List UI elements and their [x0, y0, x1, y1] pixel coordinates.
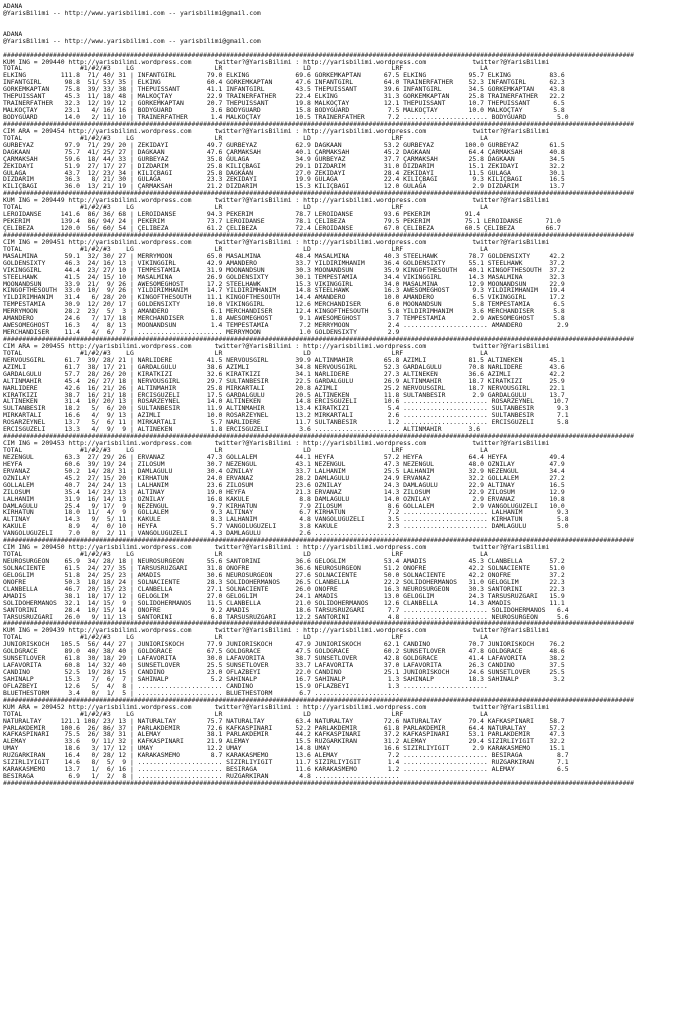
race-row: MIRKARTALI 16.6 4/ 9/ 13 | AZIMLI 10.0 ROSARZEYNEL 13.2 MIRKARTALI 2.6 ...................... SULTANBESIR 7.1: [3, 412, 569, 420]
race-row: STEELHAWK 41.5 24/ 15/ 10 | MASALMINA 26.9 GOLDENSIXTY 30.1 TEMPESTAMIA 34.4 VIKINGGIRL 14.3 MASALMINA 32.3: [3, 273, 565, 281]
column-header: TOTAL #1/#2/#3 LG LR LD LRF LA: [3, 349, 488, 357]
race-row: ERVANAZ 50.2 14/ 28/ 31 | DAMLAGÜLÜ 30.4 ÖZNILAY 33.7 LALHANIM 25.5 LALHANIM 32.9 NEZENGÜL 34.4: [3, 467, 565, 475]
race-row: ALTINMAHIR 45.4 26/ 27/ 18 | NERVOUSGIRL 29.7 SULTANBESIR 22.5 GARDALGÜLÜ 26.9 ALTINMAHIR 18.7 KIRATKIZI 25.9: [3, 377, 565, 385]
race-header: KUM ING = 209440 http://yarisbilimi.wordpress.com twitter?@YarisBilimi : http://yarisbilimi.wordpress.com twitter?@YarisBilimi: [3, 58, 550, 66]
race-row: SAHINALP 15.3 7/ 6/ 7 | SAHINALP 5.2 SAHINALP 16.7 SAHINALP 1.3 SAHINALP 18.3 SAHINALP 3.2: [3, 675, 565, 683]
race-row: PEKERIM 139.4 86/ 94/ 24 | PEKERIM 73.7 LEROIDANSE 78.1 ÇELIBEZA 79.5 PEKERIM 75.1 LEROIDANSE 71.0: [3, 218, 561, 225]
race-row: RÜZGARKIRAN 16.4 0/ 28/ 12 | KARAKASMEMO 8.7 KARAKASMEMO 13.6 ALEMAY 7.2 ...................... BESIRAGA 8.7: [3, 752, 569, 760]
race-row: KAFKASPINARI 75.5 26/ 38/ 31 | ALEMAY 38.1 PARLAKDEMIR 44.2 KAFKASPINARI 37.2 KAFKASPINARI 53.1 PARLAKDEMIR 47.3: [3, 731, 565, 739]
race-row: KAKULE 8.9 4/ 0/ 10 | HEYFA 5.7 VANGÖLÜGÜZELI 3.8 KAKULE 2.3 ...................... DAMLAGÜLÜ 5.0: [3, 523, 569, 531]
race-row: LAFAVORITA 60.8 14/ 32/ 40 | SUNSETLOVER 25.5 SUNSETLOVER 33.7 LAFAVORITA 37.0 LAFAVORITA 26.3 CANDINO 37.5: [3, 662, 565, 669]
column-header: TOTAL #1/#2/#3 LG LR LD LRF LA: [3, 204, 488, 212]
race-row: HEYFA 60.6 39/ 19/ 24 | ZILOSUM 30.7 NEZENGÜL 43.1 NEZENGÜL 47.3 NEZENGÜL 48.0 ÖZNILAY 47.9: [3, 460, 565, 468]
race-row: DAMLAGÜLÜ 25.4 9/ 17/ 9 | NEZENGÜL 9.7 KIRHATUN 7.9 ZILOSUM 8.6 GÖLLALEM 2.9 VANGÖLÜGÜZELI 10.0: [3, 502, 565, 510]
column-header: TOTAL #1/#2/#3 LG LR LD LRF LA: [3, 65, 488, 73]
separator-line: ####################################################################################################################################################################: [3, 336, 634, 343]
race-header: CIM ING = 209453 http://yarisbilimi.wordpress.com twitter?@YarisBilimi : http://yarisbilimi.wordpress.com twitter?@YarisBilimi: [3, 440, 550, 447]
race-row: MERCHANDISER 11.4 4/ 6/ 7 | ...................... MERRYMOON 1.0 GOLDENSIXTY 2.9: [3, 329, 400, 336]
separator-line: ####################################################################################################################################################################: [3, 620, 634, 628]
race-row: PARLAKDEMIR 100.6 26/ 86/ 37 | PARLAKDEMIR 72.6 KAFKASPINARI 52.2 PARLAKDEMIR 61.8 PARLAKDEMIR 64.4 NATURALTAY 57.2: [3, 724, 565, 732]
race-row: GÖLLALEM 40.7 24/ 24/ 13 | LALHANIM 23.6 ZILOSUM 23.6 ÖZNILAY 24.3 DAMLAGÜLÜ 22.9 ALTINAY 16.5: [3, 481, 565, 489]
race-row: SIZIRLIYIGIT 14.6 8/ 5/ 9 | ...................... SIZIRLIYIGIT 11.7 SIZIRLIYIGIT 1.4 ...................... RÜZGARKIRAN 7.1: [3, 759, 569, 767]
race-row: BESIRAGA 6.9 1/ 2/ 8 | ...................... RÜZGARKIRAN 4.8 ......................: [3, 773, 400, 780]
race-row: MALKOÇTAY 23.1 4/ 16/ 16 | BODYGUARD 3.6 BODYGUARD 15.8 BODYGUARD 7.5 MALKOÇTAY 10.0 MALKOÇTAY 5.8: [3, 107, 565, 114]
race-row: NERVOUSGIRL 61.7 39/ 28/ 21 | NARLIDERE 41.5 NERVOUSGIRL 39.9 ALTINMAHIR 65.8 AZIMLI 81.5 ALTINEKEN 45.1: [3, 356, 565, 364]
race-row: NATURALTAY 121.1 108/ 23/ 13 | NATURALTAY 75.7 NATURALTAY 63.4 NATURALTAY 72.6 NATURALTAY 79.4 KAFKASPINARI 58.7: [3, 717, 565, 725]
city-title: ADANA: [3, 30, 23, 38]
race-header: CIM ARA = 209454 http://yarisbilimi.wordpress.com twitter?@YarisBilimi : http://yarisbilimi.wordpress.com twitter?@YarisBilimi: [3, 127, 550, 135]
city-title: ADANA: [3, 3, 23, 10]
race-row: SUNSETLOVER 61.8 30/ 18/ 29 | LAFAVORITA 30.0 LAFAVORITA 38.7 SUNSETLOVER 42.8 GOLDGRACE 41.4 LAFAVORITA 38.2: [3, 655, 565, 663]
race-row: GARDALGÜLÜ 57.7 28/ 26/ 20 | KIRATKIZI 32.6 KIRATKIZI 34.1 NARLIDERE 27.3 ALTINEKEN 36.6 AZIMLI 42.2: [3, 370, 565, 378]
race-row: SANTORINI 28.4 10/ 15/ 14 | ONOFRE 9.2 AMADIS 18.6 TARSUSRÜZGARI 7.7 ...................... SOLIDOHERMANOS 6.4: [3, 606, 569, 614]
race-row: ERCISGÜZELI 13.3 4/ 9/ 9 | ALTINEKEN 1.8 ERCISGÜZELI 3.6 ...................... ALTINMAHIR 3.6: [3, 426, 481, 434]
race-row: MERRYMOON 28.2 23/ 5/ 3 | AMANDERO 6.1 MERCHANDISER 12.4 KINGOFTHESOUTH 5.8 YILDIRIMHANIM 3.6 MERCHANDISER 5.8: [3, 308, 565, 316]
race-row: INFANTGIRL 98.8 51/ 53/ 35 | ELKING 60.4 GÖRKEMKAPTAN 47.6 INFANTGIRL 64.0 TRAINERFATHER 52.3 INFANTGIRL 62.3: [3, 79, 565, 87]
column-header: TOTAL #1/#2/#3 LG LR LD LRF LA: [3, 551, 488, 558]
column-header: TOTAL #1/#2/#3 LG LR LD LRF LA: [3, 710, 488, 718]
race-row: SOLIDOHERMANOS 32.1 14/ 15/ 9 | SOLIDOHERMANOS 11.5 CLANBELLA 21.0 SOLIDOHERMANOS 12.6 CLANBELLA 14.3 AMADIS 11.1: [3, 599, 565, 607]
contact-line: @YarisBilimi -- http://www.yarisbilimi.com -- yarisbilimi@gmail.com: [3, 37, 261, 45]
race-header: CIM ING = 209450 http://yarisbilimi.wordpress.com twitter?@YarisBilimi : http://yarisbilimi.wordpress.com twitter?@YarisBilimi: [3, 544, 550, 552]
race-row: KIRATKIZI 38.7 16/ 21/ 18 | ERCISGÜZELI 17.5 GARDALGÜLÜ 20.5 ALTINEKEN 11.8 SULTANBESIR 2.9 GARDALGÜLÜ 13.7: [3, 391, 565, 399]
race-header: CIM ING = 209451 http://yarisbilimi.wordpress.com twitter?@YarisBilimi : http://yarisbilimi.wordpress.com twitter?@YarisBilimi: [3, 238, 550, 246]
race-row: DIZDARIM 36.3 8/ 21/ 30 | GÜLAGA 23.3 ZEKIDAYI 19.9 GÜLAGA 22.4 KILIÇBAGI 9.3 KILIÇBAGI 16.5: [3, 176, 565, 184]
column-header: TOTAL #1/#2/#3 LG LR LD LRF LA: [3, 447, 488, 454]
race-header: KUM ARA = 209452 http://yarisbilimi.wordpress.com twitter?@YarisBilimi : http://yarisbilimi.wordpress.com twitter?@YarisBilimi: [3, 703, 550, 711]
race-header: KUM ING = 209449 http://yarisbilimi.wordpress.com twitter?@YarisBilimi : http://yarisbilimi.wordpress.com twitter?@YarisBilimi: [3, 197, 550, 205]
race-row: TARSUSRÜZGARI 26.0 9/ 11/ 13 | SANTORINI 6.8 TARSUSRÜZGARI 12.2 SANTORINI 4.8 ...................... NEUROSURGEON 5.6: [3, 613, 569, 621]
race-row: ROSARZEYNEL 13.7 5/ 6/ 11 | MIRKARTALI 5.7 NARLIDERE 11.7 SULTANBESIR 1.2 ...................... ERCISGÜZELI 5.8: [3, 419, 569, 427]
race-row: ELKING 111.8 71/ 40/ 31 | INFANTGIRL 79.0 ELKING 69.6 GÖRKEMKAPTAN 67.5 ELKING 95.7 ELKING 83.6: [3, 72, 565, 80]
blank-line: [3, 24, 690, 31]
race-row: AZIMLI 61.7 38/ 17/ 21 | GARDALGÜLÜ 38.6 AZIMLI 34.8 NERVOUSGIRL 52.3 GARDALGÜLÜ 70.8 NARLIDERE 43.6: [3, 363, 565, 371]
separator-line: ####################################################################################################################################################################: [3, 231, 634, 239]
separator-line: ####################################################################################################################################################################: [3, 433, 634, 441]
race-row: NARLIDERE 42.6 16/ 21/ 26 | ALTINMAHIR 25.8 MIRKARTALI 20.8 AZIMLI 25.2 NERVOUSGIRL 18.7 NERVOUSGIRL 22.1: [3, 384, 565, 392]
race-row: LEROIDANSE 141.6 86/ 36/ 68 | LEROIDANSE 94.3 PEKERIM 78.7 LEROIDANSE 93.6 PEKERIM 91.4: [3, 211, 481, 219]
race-row: GOLDGRACE 89.0 40/ 38/ 40 | GOLDGRACE 67.5 GOLDGRACE 47.5 GOLDGRACE 60.2 SUNSETLOVER 47.8 GOLDGRACE 48.6: [3, 648, 565, 656]
race-row: SULTANBESIR 18.2 5/ 6/ 20 | SULTANBESIR 11.9 ALTINMAHIR 13.4 KIRATKIZI 5.4 ...................... SULTANBESIR 9.3: [3, 405, 569, 413]
separator-line: ####################################################################################################################################################################: [3, 120, 634, 128]
separator-line: ####################################################################################################################################################################: [3, 190, 634, 198]
race-row: YILDIRIMHANIM 31.4 6/ 28/ 20 | KINGOFTHESOUTH 11.1 KINGOFTHESOUTH 14.4 AMANDERO 10.0 AMANDERO 6.5 VIKINGGIRL 17.2: [3, 294, 565, 302]
race-row: BODYGUARD 14.0 2/ 11/ 10 | TRAINERFATHER 1.4 MALKOÇTAY 10.5 TRAINERFATHER 7.2 ...................... BODYGUARD 5.0: [3, 114, 569, 121]
race-row: ALTINAY 14.3 9/ 5/ 11 | KAKULE 8.3 LALHANIM 4.8 VANGÖLÜGÜZELI 3.5 ...................... KIRHATUN 5.8: [3, 516, 569, 524]
race-row: AMADIS 38.1 18/ 17/ 12 | GELOGLIM 27.0 GELOGLIM 24.1 AMADIS 13.0 GELOGLIM 24.3 TARSUSRÜZGARI 15.9: [3, 592, 565, 600]
race-row: ZEKIDAYI 51.9 27/ 17/ 27 | DIZDARIM 25.8 KILIÇBAGI 29.1 DIZDARIM 31.0 DIZDARIM 15.1 ZEKIDAYI 32.2: [3, 162, 565, 170]
column-header: TOTAL #1/#2/#3 LG LR LD LRF LA: [3, 134, 488, 142]
race-row: JUNIORISKOCH 105.5 56/ 44/ 27 | JUNIORISKOCH 77.9 JUNIORISKOCH 47.9 JUNIORISKOCH 62.1 CANDINO 70.7 JUNIORISKOCH 76.2: [3, 641, 565, 649]
race-row: MOONANDSUN 33.9 21/ 9/ 26 | AWESOMEGHOST 17.2 STEELHAWK 15.3 VIKINGGIRL 34.0 MASALMINA 12.9 MOONANDSUN 22.9: [3, 280, 565, 288]
separator-line: ####################################################################################################################################################################: [3, 51, 634, 59]
race-row: TEMPESTAMIA 30.9 12/ 20/ 17 | GOLDENSIXTY 10.0 VIKINGGIRL 12.6 MERCHANDISER 6.0 MOONANDSUN 5.8 TEMPESTAMIA 6.5: [3, 301, 565, 309]
column-header: TOTAL #1/#2/#3 LG LR LD LRF LA: [3, 634, 488, 642]
contact-line: @YarisBilimi -- http://www.yarisbilimi.com -- yarisbilimi@gmail.com: [3, 9, 261, 17]
race-row: GOLDENSIXTY 46.3 24/ 16/ 13 | VIKINGGIRL 42.9 AMANDERO 33.7 YILDIRIMHANIM 36.4 GOLDENSIXTY 55.1 STEELHAWK 37.2: [3, 259, 565, 267]
race-row: BLUETHESTORM 3.4 0/ 1/ 5 | ...................... BLUETHESTORM 6.7 ......................: [3, 689, 400, 697]
race-row: NEZENGÜL 63.3 27/ 29/ 26 | ERVANAZ 47.3 GÖLLALEM 44.1 HEYFA 57.2 HEYFA 64.4 HEYFA 49.4: [3, 453, 565, 461]
race-header: CIM ARA = 209455 http://yarisbilimi.wordpress.com twitter?@YarisBilimi : http://yarisbilimi.wordpress.com twitter?@YarisBilimi: [3, 342, 550, 350]
race-row: SOLNACIENTE 61.5 24/ 27/ 35 | TARSUSRÜZGARI 31.8 ONOFRE 36.6 NEUROSURGEON 51.2 ONOFRE 42.2 SOLNACIENTE 51.0: [3, 564, 565, 572]
race-row: DAGKAAN 75.7 41/ 25/ 27 | DAGKAAN 47.6 ÇARMAKSAH 40.1 ÇARMAKSAH 45.2 DAGKAAN 64.4 ÇARMAKSAH 40.8: [3, 148, 565, 156]
race-row: ÖZNILAY 45.2 27/ 15/ 20 | KIRHATUN 24.0 ERVANAZ 28.2 DAMLAGÜLÜ 24.9 ERVANAZ 32.2 GÖLLALEM 27.2: [3, 474, 565, 482]
separator-line: ####################################################################################################################################################################: [3, 537, 634, 545]
race-row: THEPUISSANT 45.3 11/ 18/ 48 | MALKOÇTAY 22.9 TRAINERFATHER 22.4 ELKING 31.3 GÖRKEMKAPTAN 25.8 TRAINERFATHER 22.2: [3, 93, 565, 101]
column-header: TOTAL #1/#2/#3 LG LR LD LRF LA: [3, 245, 488, 253]
race-row: KINGOFTHESOUTH 33.0 10/ 9/ 26 | YILDIRIMHANIM 14.7 YILDIRIMHANIM 14.8 STEELHAWK 16.3 AWESOMEGHOST 9.3 YILDIRIMHANIM 19.4: [3, 287, 565, 295]
race-row: VANGÖLÜGÜZELI 7.0 0/ 2/ 11 | VANGÖLÜGÜZELI 4.3 DAMLAGÜLÜ 2.6 ......................: [3, 530, 400, 538]
race-row: NEUROSURGEON 65.9 34/ 28/ 18 | NEUROSURGEON 55.6 SANTORINI 36.6 GELOGLIM 53.4 AMADIS 45.3 CLANBELLA 57.2: [3, 558, 565, 565]
race-row: CLANBELLA 46.7 20/ 15/ 23 | CLANBELLA 27.1 SOLNACIENTE 26.0 ONOFRE 16.3 NEUROSURGEON 30.3 SANTORINI 22.3: [3, 585, 565, 593]
race-row: UMAY 18.6 3/ 17/ 12 | UMAY 12.2 UMAY 14.8 UMAY 16.6 SIZIRLIYIGIT 2.9 KARAKASMEMO 15.1: [3, 745, 565, 753]
race-row: ÇELIBEZA 120.0 56/ 60/ 54 | ÇELIBEZA 61.2 ÇELIBEZA 72.4 LEROIDANSE 67.0 ÇELIBEZA 60.5 ÇELIBEZA 66.7: [3, 225, 561, 232]
race-row: LALHANIM 31.9 16/ 14/ 13 | ÖZNILAY 16.8 KAKULE 8.8 DAMLAGÜLÜ 14.0 ÖZNILAY 2.9 ERVANAZ 10.8: [3, 495, 565, 503]
race-row: CANDINO 52.5 19/ 28/ 15 | CANDINO 23.0 OFLAZBEYI 22.0 CANDINO 25.1 JUNIORISKOCH 24.6 SUNSETLOVER 25.5: [3, 669, 565, 676]
separator-line: ####################################################################################################################################################################: [3, 696, 634, 704]
race-row: KILIÇBAGI 36.0 13/ 21/ 19 | ÇARMAKSAH 21.2 DIZDARIM 15.3 KILIÇBAGI 12.0 GÜLAGA 2.9 DIZDARIM 13.7: [3, 183, 565, 191]
race-row: MASALMINA 59.1 32/ 30/ 27 | MERRYMOON 65.0 MASALMINA 48.4 MASALMINA 40.3 STEELHAWK 78.7 GOLDENSIXTY 42.2: [3, 252, 565, 260]
race-row: KARAKASMEMO 13.7 1/ 6/ 16 | ...................... BESIRAGA 11.6 KARAKASMEMO 1.2 ...................... ALEMAY 6.5: [3, 766, 569, 774]
race-row: ALEMAY 33.6 9/ 11/ 32 | KAFKASPINARI 21.9 ALEMAY 15.5 RÜZGARKIRAN 31.2 ALEMAY 29.4 SIZIRLIYIGIT 32.2: [3, 738, 565, 746]
race-row: GÖRKEMKAPTAN 75.8 39/ 33/ 38 | THEPUISSANT 41.1 INFANTGIRL 43.5 THEPUISSANT 39.6 INFANTGIRL 34.5 GÖRKEMKAPTAN 43.8: [3, 86, 565, 94]
race-row: ÇARMAKSAH 59.6 18/ 44/ 33 | GÜRBEYAZ 35.8 GÜLAGA 34.9 GÜRBEYAZ 37.7 ÇARMAKSAH 25.8 DAGKAAN 34.5: [3, 155, 565, 163]
race-row: ALTINEKEN 31.4 10/ 20/ 13 | ROSARZEYNEL 14.0 ALTINEKEN 14.8 ERCISGÜZELI 10.6 ...................... ROSARZEYNEL 10.7: [3, 398, 569, 406]
race-row: GELOGLIM 51.8 24/ 25/ 23 | AMADIS 30.6 NEUROSURGEON 27.6 SOLNACIENTE 50.0 SOLNACIENTE 42.2 ONOFRE 37.2: [3, 571, 565, 579]
race-row: KIRHATUN 18.0 11/ 4/ 9 | GÖLLALEM 9.3 ALTINAY 6.7 KIRHATUN 7.2 ...................... LALHANIM 9.3: [3, 509, 569, 517]
race-row: GÜRBEYAZ 97.9 71/ 29/ 20 | ZEKIDAYI 49.7 GÜRBEYAZ 62.9 DAGKAAN 53.2 GÜRBEYAZ 100.0 GÜRBEYAZ 61.5: [3, 141, 565, 149]
race-row: OFLAZBEYI 12.6 5/ 4/ 8 | ...................... CANDINO 15.9 OFLAZBEYI 1.3 ......................: [3, 682, 488, 690]
blank-line: [3, 17, 690, 24]
race-row: ZILOSUM 35.4 14/ 23/ 13 | ALTINAY 19.0 HEYFA 21.3 ERVANAZ 14.3 ZILOSUM 22.9 ZILOSUM 12.9: [3, 488, 565, 496]
race-row: GÜLAGA 43.7 12/ 23/ 34 | KILIÇBAGI 25.8 DAGKAAN 27.0 ZEKIDAYI 28.4 ZEKIDAYI 11.5 GÜLAGA 30.1: [3, 169, 565, 177]
race-row: AMANDERO 24.6 7/ 17/ 18 | MERCHANDISER 1.8 AWESOMEGHOST 9.1 AWESOMEGHOST 3.7 TEMPESTAMIA 2.9 AWESOMEGHOST 5.8: [3, 315, 565, 323]
race-header: KUM ING = 209439 http://yarisbilimi.wordpress.com twitter?@YarisBilimi : http://yarisbilimi.wordpress.com twitter?@YarisBilimi: [3, 627, 550, 635]
separator-line: ####################################################################################################################################################################: [3, 780, 634, 787]
race-row: AWESOMEGHOST 16.3 4/ 8/ 13 | MOONANDSUN 1.4 TEMPESTAMIA 7.2 MERRYMOON 2.4 ...................... AMANDERO 2.9: [3, 322, 569, 330]
blank-line: [3, 45, 690, 52]
race-row: TRAINERFATHER 32.3 12/ 19/ 12 | GÖRKEMKAPTAN 20.7 THEPUISSANT 19.8 MALKOÇTAY 12.1 THEPUISSANT 10.7 THEPUISSANT 6.5: [3, 100, 565, 108]
race-row: VIKINGGIRL 44.4 23/ 27/ 10 | TEMPESTAMIA 31.9 MOONANDSUN 30.3 MOONANDSUN 35.9 KINGOFTHESOUTH 40.1 KINGOFTHESOUTH 37.2: [3, 266, 565, 274]
race-row: ONOFRE 50.3 18/ 18/ 24 | SOLNACIENTE 28.3 SOLIDOHERMANOS 26.5 CLANBELLA 22.2 SOLIDOHERMANOS 31.0 GELOGLIM 22.3: [3, 578, 565, 586]
